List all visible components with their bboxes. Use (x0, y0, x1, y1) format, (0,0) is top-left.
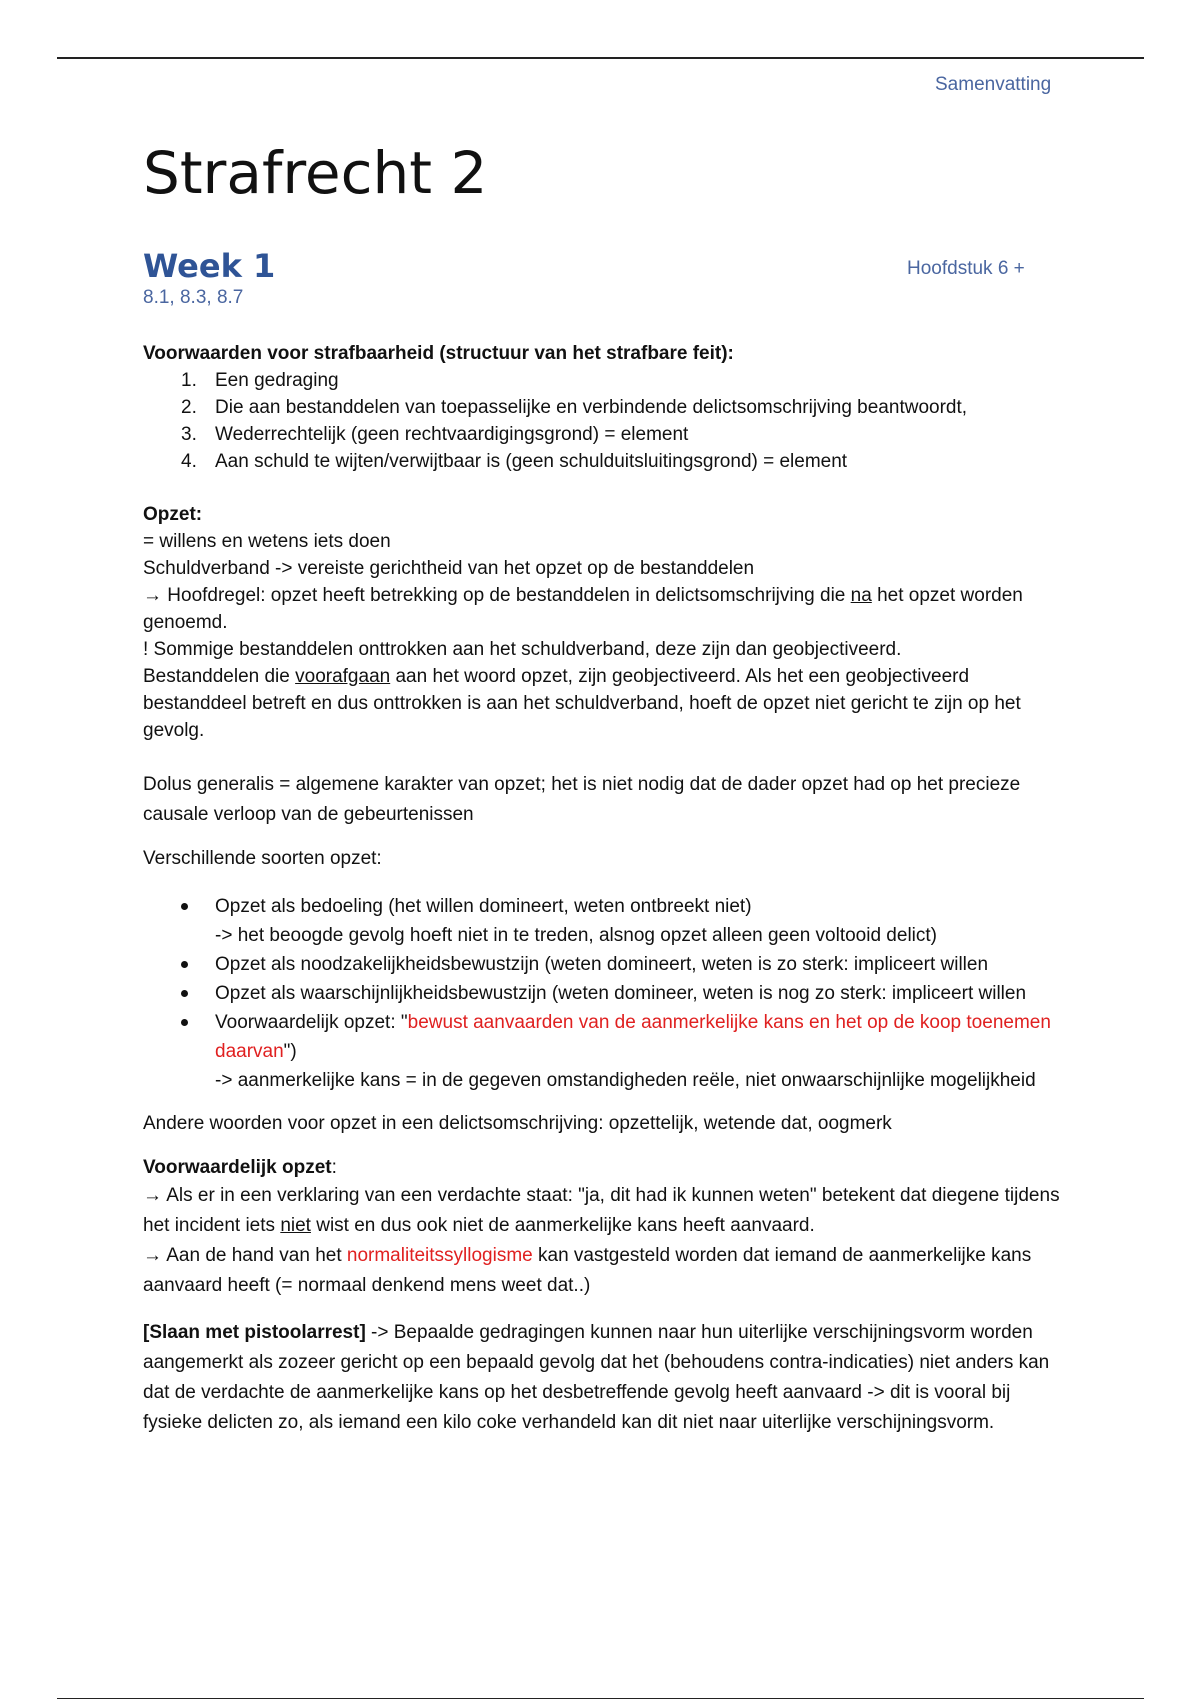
page-title: Strafrecht 2 (143, 139, 488, 207)
opzet-kinds-list (143, 892, 1063, 1095)
note-text: ! Sommige bestanddelen onttrokken aan het schuldverband, deze zijn dan geobjectiveerd. (143, 639, 902, 660)
case-name: [Slaan met pistoolarrest] (143, 1322, 366, 1343)
list-item: 1. Een gedraging (181, 370, 339, 391)
list-item: Opzet als bedoeling (het willen domineert, weten ontbreekt niet) -> het beoogde gevolg hoeft niet in te treden, alsnog opzet alleen geen voltooid delict) (143, 892, 1063, 950)
other-words-text: Andere woorden voor opzet in een delictsomschrijving: opzettelijk, wetende dat, oogmerk (143, 1113, 892, 1134)
top-rule (57, 57, 1144, 59)
kinds-intro: Verschillende soorten opzet: (143, 848, 382, 869)
week-title: Week 1 (143, 247, 276, 285)
vw-opzet-paragraph-1: → Als er in een verklaring van een verdachte staat: "ja, dit had ik kunnen weten" betekent dat diegene tijdens het incident iets niet wist en dus ook niet de aanmerkelijke kans heeft aanvaard. (143, 1185, 1060, 1236)
bestanddelen-text: Bestanddelen die voorafgaan aan het woord opzet, zijn geobjectiveerd. Als het een geobjectiveerd bestanddeel betreft en dus onttrokken is aan het schuldverband, hoeft de opzet niet gericht te zijn op het gevolg. (143, 666, 1021, 741)
header-label: Samenvatting (935, 74, 1052, 95)
case-paragraph: [Slaan met pistoolarrest] -> Bepaalde gedragingen kunnen naar hun uiterlijke verschijningsvorm worden aangemerkt als zozeer gericht op een bepaald gevolg dat het (behoudens contra-indicaties) niet anders kan dat de verdachte de aanmerkelijke kans op het desbetreffende gevolg heeft aanvaard -> dit is vooral bij fysieke delicten zo, als iemand een kilo coke verhandeld kan dit niet naar uiterlijke verschijningsvorm. (143, 1322, 1050, 1433)
conditions-heading: Voorwaarden voor strafbaarheid (structuur van het strafbare feit): (143, 343, 734, 364)
list-item: Voorwaardelijk opzet: "bewust aanvaarden van de aanmerkelijke kans en het op de koop toenemen daarvan") -> aanmerkelijke kans = in de gegeven omstandigheden reële, niet onwaarschijnlijke mogelijkheid (143, 1008, 1063, 1095)
opzet-definition: = willens en wetens iets doen (143, 531, 391, 552)
bottom-rule (57, 1698, 1144, 1699)
chapter-label: Hoofdstuk 6 + (907, 258, 1025, 279)
document-body (143, 340, 1063, 1438)
dolus-generalis-text: Dolus generalis = algemene karakter van opzet; het is niet nodig dat de dader opzet had op het precieze causale verloop van de gebeurtenissen (143, 774, 1021, 825)
list-item: 2. Die aan bestanddelen van toepasselijke en verbindende delictsomschrijving beantwoordt, (181, 397, 968, 418)
vw-opzet-paragraph-2: → Aan de hand van het normaliteitssyllogisme kan vastgesteld worden dat iemand de aanmerkelijke kans aanvaard heeft (= normaal denkend mens weet dat..) (143, 1245, 1032, 1296)
conditions-list (143, 367, 1063, 475)
hoofdregel-text: → Hoofdregel: opzet heeft betrekking op de bestanddelen in delictsomschrijving die na het opzet worden genoemd. (143, 585, 1023, 633)
list-item: Opzet als noodzakelijkheidsbewustzijn (weten domineert, weten is zo sterk: impliceert willen (143, 950, 1063, 979)
schuldverband-text: Schuldverband -> vereiste gerichtheid van het opzet op de bestanddelen (143, 558, 755, 579)
week-sections: 8.1, 8.3, 8.7 (143, 287, 244, 308)
vw-opzet-heading: Voorwaardelijk opzet: (143, 1157, 337, 1178)
list-item: Opzet als waarschijnlijkheidsbewustzijn (weten domineer, weten is nog zo sterk: impliceert willen (143, 979, 1063, 1008)
list-item: 3. Wederrechtelijk (geen rechtvaardigingsgrond) = element (181, 424, 689, 445)
list-item: 4. Aan schuld te wijten/verwijtbaar is (geen schulduitsluitingsgrond) = element (181, 451, 848, 472)
opzet-heading: Opzet: (143, 504, 203, 525)
